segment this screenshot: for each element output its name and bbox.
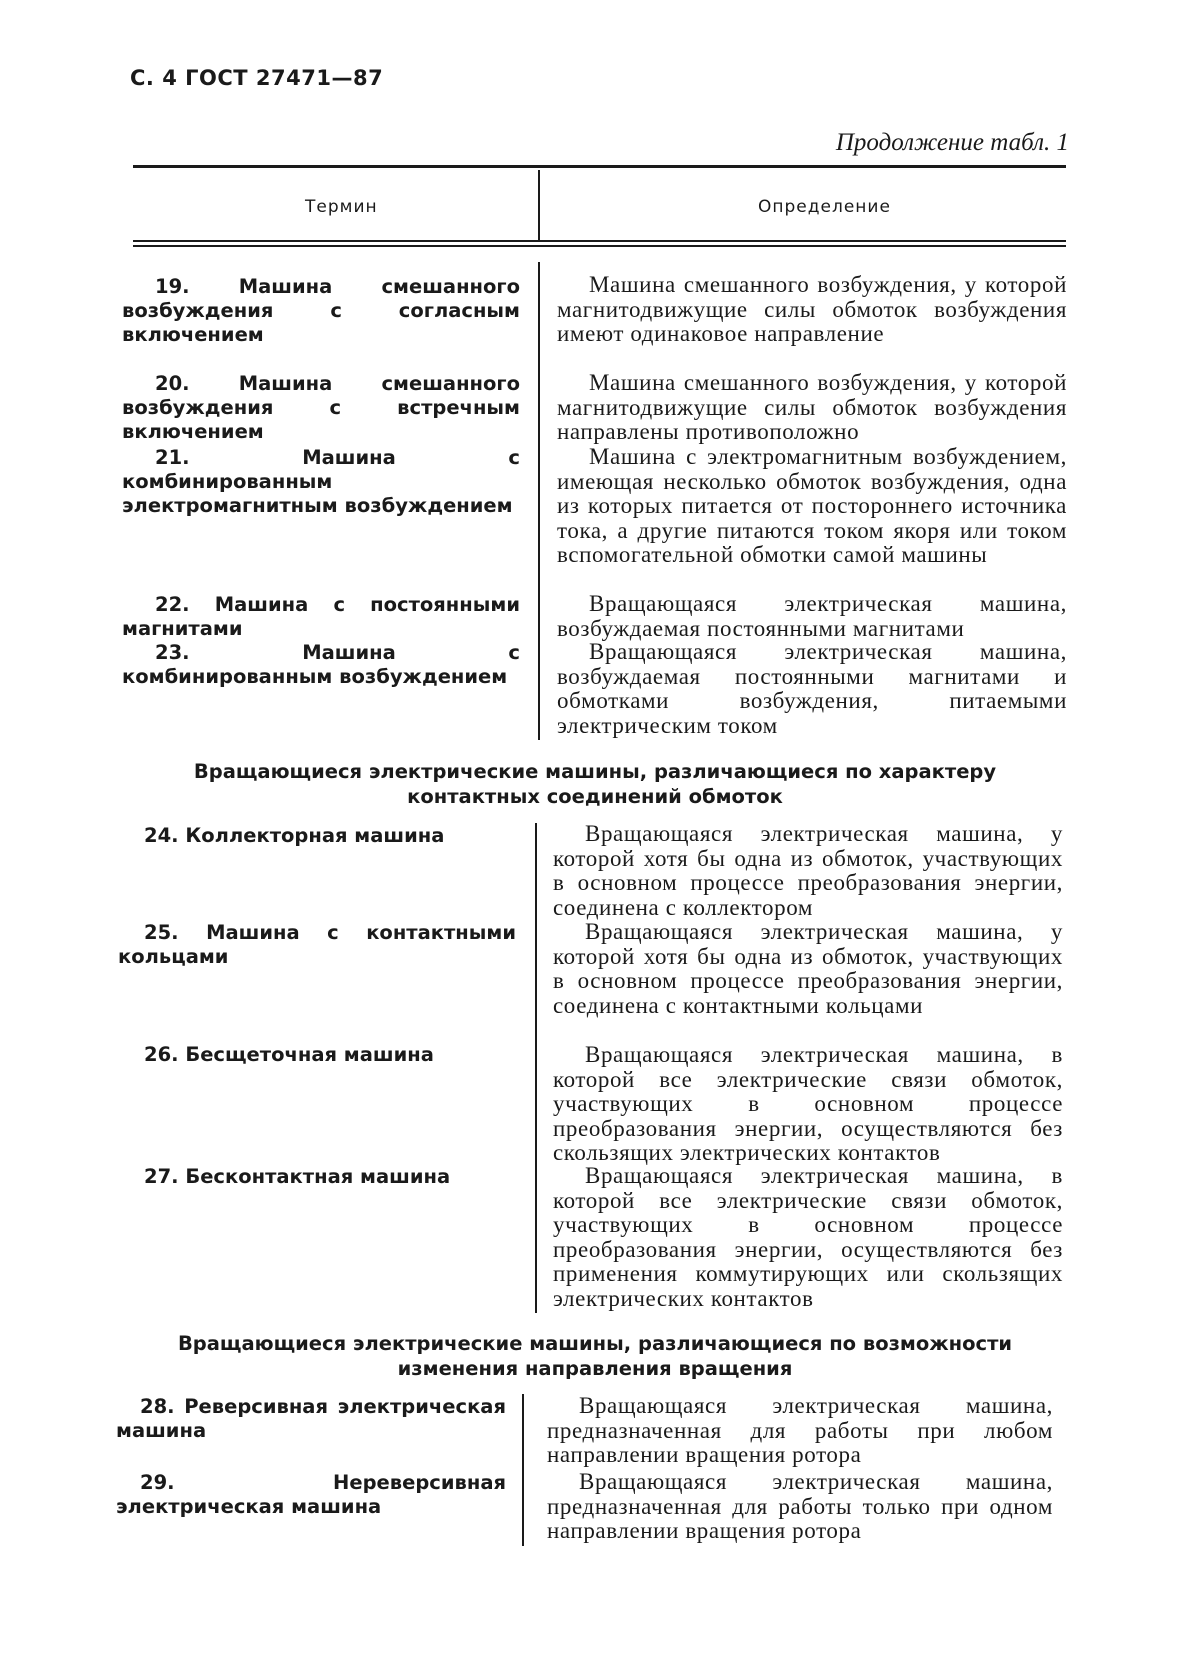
term-row-23: 23. Машина с комбинированным возбуждением xyxy=(122,641,520,688)
page-header: С. 4 ГОСТ 27471—87 xyxy=(130,66,384,90)
term-row-22: 22. Машина с постоянными магнитами xyxy=(122,593,520,640)
definition-row-23: Вращающаяся электрическая машина, возбуждаемая постоянными магнитами и обмотками возбуждения, питаемыми электрическим током xyxy=(557,639,1067,738)
table-header-rule xyxy=(133,240,1066,247)
term-row-26: 26. Бесщеточная машина xyxy=(144,1043,434,1066)
definition-row-28: Вращающаяся электрическая машина, предназначенная для работы при любом направлении вращения ротора xyxy=(547,1393,1053,1467)
definition-row-29: Вращающаяся электрическая машина, предназначенная для работы только при одном направлении вращения ротора xyxy=(547,1469,1053,1543)
definition-row-26: Вращающаяся электрическая машина, в которой все электрические связи обмоток, участвующих в основном процессе преобразования энергии, осуществляются без скользящих электрических контактов xyxy=(553,1042,1063,1165)
term-row-25: 25. Машина с контактными кольцами xyxy=(118,921,517,968)
term-row-20: 20. Машина смешанного возбуждения с встречным включением xyxy=(122,372,520,443)
section-title-rotation-direction: Вращающиеся электрические машины, различающиеся по возможности изменения направления вращения xyxy=(177,1332,1013,1380)
term-row-27: 27. Бесконтактная машина xyxy=(144,1165,451,1188)
definition-row-25: Вращающаяся электрическая машина, у которой хотя бы одна из обмоток, участвующих в основном процессе преобразования энергии, соединена с контактными кольцами xyxy=(553,919,1063,1018)
term-row-21: 21. Машина с комбинированным электромагнитным возбуждением xyxy=(122,446,520,517)
definition-row-24: Вращающаяся электрическая машина, у которой хотя бы одна из обмоток, участвующих в основном процессе преобразования энергии, соединена с коллектором xyxy=(553,821,1063,920)
table-top-rule xyxy=(133,165,1066,168)
column-header-term: Термин xyxy=(305,197,378,217)
definition-row-27: Вращающаяся электрическая машина, в которой все электрические связи обмоток, участвующих в основном процессе преобразования энергии, осуществляются без применения коммутирующих или скользящих электрических контактов xyxy=(553,1163,1063,1311)
column-divider-block-b xyxy=(535,823,537,1313)
definition-row-22: Вращающаяся электрическая машина, возбуждаемая постоянными магнитами xyxy=(557,591,1067,641)
column-divider-block-c xyxy=(522,1394,524,1546)
definition-row-20: Машина смешанного возбуждения, у которой магнитодвижущие силы обмоток возбуждения направлены противоположно xyxy=(557,370,1067,444)
term-row-28: 28. Реверсивная электрическая машина xyxy=(116,1395,506,1442)
term-row-19: 19. Машина смешанного возбуждения с согласным включением xyxy=(122,275,520,346)
term-row-24: 24. Коллекторная машина xyxy=(144,824,445,847)
term-row-29: 29. Нереверсивная электрическая машина xyxy=(116,1471,506,1518)
table-continuation-label: Продолжение табл. 1 xyxy=(835,129,1069,156)
definition-row-21: Машина с электромагнитным возбуждением, имеющая несколько обмоток возбуждения, одна из которых питается от постороннего источника тока, а другие питаются током якоря или током вспомогательной обмотки самой машины xyxy=(557,444,1067,567)
column-divider-block-a xyxy=(538,262,540,740)
definition-row-19: Машина смешанного возбуждения, у которой магнитодвижущие силы обмоток возбуждения имеют одинаковое направление xyxy=(557,272,1067,346)
section-title-contact-connections: Вращающиеся электрические машины, различающиеся по характеру контактных соединений обмоток xyxy=(193,760,997,808)
header-column-divider xyxy=(538,170,540,240)
column-header-definition: Определение xyxy=(758,197,891,217)
